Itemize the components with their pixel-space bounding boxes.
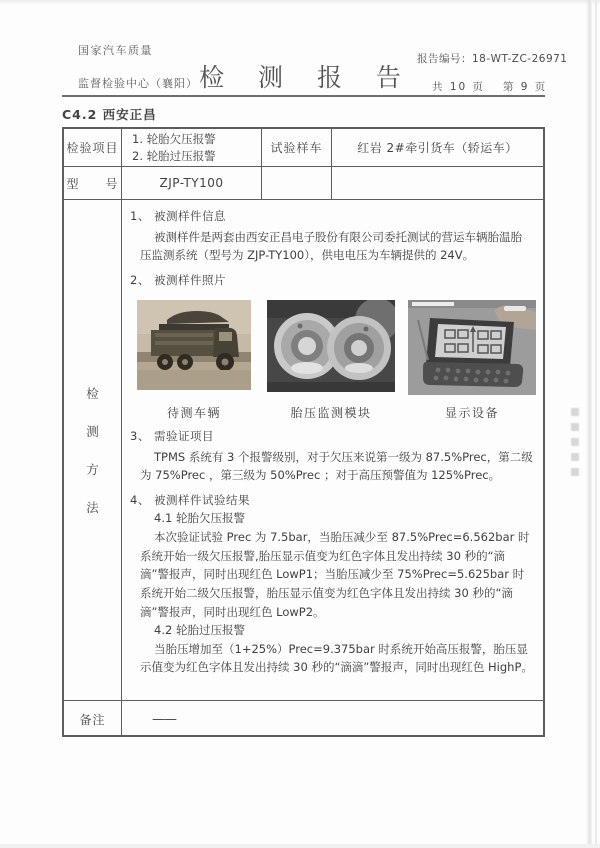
method-content [122, 200, 543, 700]
sample-info-body: 被测样件是两套由西安正昌电子股份有限公司委托测试的营运车辆胎温胎压监测系统（型号为 ZJP-TY100），供电电压为车辆提供的 24V。 [140, 229, 522, 263]
caption-test-vehicle: 待测车辆 [166, 405, 221, 420]
caption-tpms-module: 胎压监测模块 [290, 405, 372, 420]
model-value: ZJP-TY100 [122, 167, 262, 199]
inspection-item-1: 1. 轮胎欠压报警 [132, 131, 216, 146]
method-label-char-3: 方 [86, 462, 99, 477]
report-title: 检 测 报 告 [199, 63, 414, 92]
header-divider [62, 95, 545, 97]
page-numbers: 共 10 页 第 9 页 [432, 81, 548, 93]
org-name-line2: 监督检验中心（襄阳） [78, 77, 198, 90]
report-number: 报告编号：18-WT-ZC-26971 [417, 53, 568, 65]
remark-value: —— [152, 711, 176, 727]
org-name-line1: 国家汽车质量 [78, 44, 153, 57]
method-label-char-2: 测 [86, 424, 99, 439]
low-pressure-body: 本次验证试验 Prec 为 7.5bar，当胎压减少至 87.5%Prec=6.562bar 时系统开始一级欠压报警,胎压显示值变为红色字体且发出持续 30 秒的“滴滴”警报声，同时出现红色 LowP1；当胎压减少至 75%Prec=5.625bar 时系统开始二级欠压报警，胎压显示值变为红色字体且发出持续 30 秒的“滴滴”警报声，同时出现红色 LowP2。 [140, 530, 530, 619]
scan-bottom-edge [0, 844, 600, 848]
remark-label: 备注 [64, 701, 122, 737]
verify-items-body: TPMS 系统有 3 个报警级别，对于欠压来说第一级为 87.5%Prec，第二级为 75%Prec ，第三级为 50%Prec ；对于高压预警值为 125%Prec。 [140, 449, 533, 483]
test-vehicle-illustration [137, 300, 251, 390]
report-table [62, 127, 545, 737]
model-label: 型 号 [64, 167, 122, 199]
test-sample-value: 红岩 2#牵引货车（轿运车） [357, 141, 518, 155]
photo-captions-row [137, 404, 533, 423]
section-heading: C4.2 西安正昌 [62, 107, 157, 122]
low-pressure-heading: 4.1 轮胎欠压报警 [154, 511, 245, 526]
inspection-items-list [122, 129, 262, 166]
tpms-module-illustration [267, 300, 395, 392]
test-sample-label: 试验样车 [262, 129, 332, 166]
sample-photos-row [137, 300, 533, 395]
display-device-illustration [408, 300, 536, 395]
caption-display-device: 显示设备 [444, 405, 499, 420]
inspection-item-2: 2. 轮胎过压报警 [132, 148, 216, 163]
model-row-empty-cell-1 [262, 167, 332, 199]
scan-right-edge-2 [595, 0, 597, 848]
photo-test-vehicle [137, 300, 251, 390]
table-row-model [64, 167, 543, 200]
photo-display-device [408, 300, 536, 395]
scan-top-edge [0, 0, 600, 5]
photo-tpms-module [267, 300, 395, 392]
table-row-method [64, 200, 543, 701]
high-pressure-heading: 4.2 轮胎过压报警 [154, 623, 245, 638]
method-label-vertical [64, 200, 122, 700]
high-pressure-body: 当胎压增加至（1+25%）Prec=9.375bar 时系统开始高压报警，胎压显示值变为红色字体且发出持续 30 秒的“滴滴”警报声，同时出现红色 HighP。 [140, 641, 533, 675]
method-label-char-1: 检 [86, 386, 99, 401]
scan-right-edge [586, 0, 592, 848]
table-row-inspection-items [64, 129, 543, 167]
table-row-remark [64, 701, 543, 737]
sample-photos-heading: 2、 被测样件照片 [130, 272, 226, 287]
model-row-empty-cell-2 [332, 167, 543, 199]
inspection-items-label: 检验项目 [64, 129, 122, 166]
verify-items-heading: 3、 需验证项目 [130, 428, 214, 443]
sample-info-heading: 1、 被测样件信息 [130, 209, 226, 223]
bleed-through-marks [571, 408, 581, 503]
method-label-char-4: 法 [86, 500, 99, 515]
results-heading: 4、 被测样件试验结果 [130, 492, 250, 507]
